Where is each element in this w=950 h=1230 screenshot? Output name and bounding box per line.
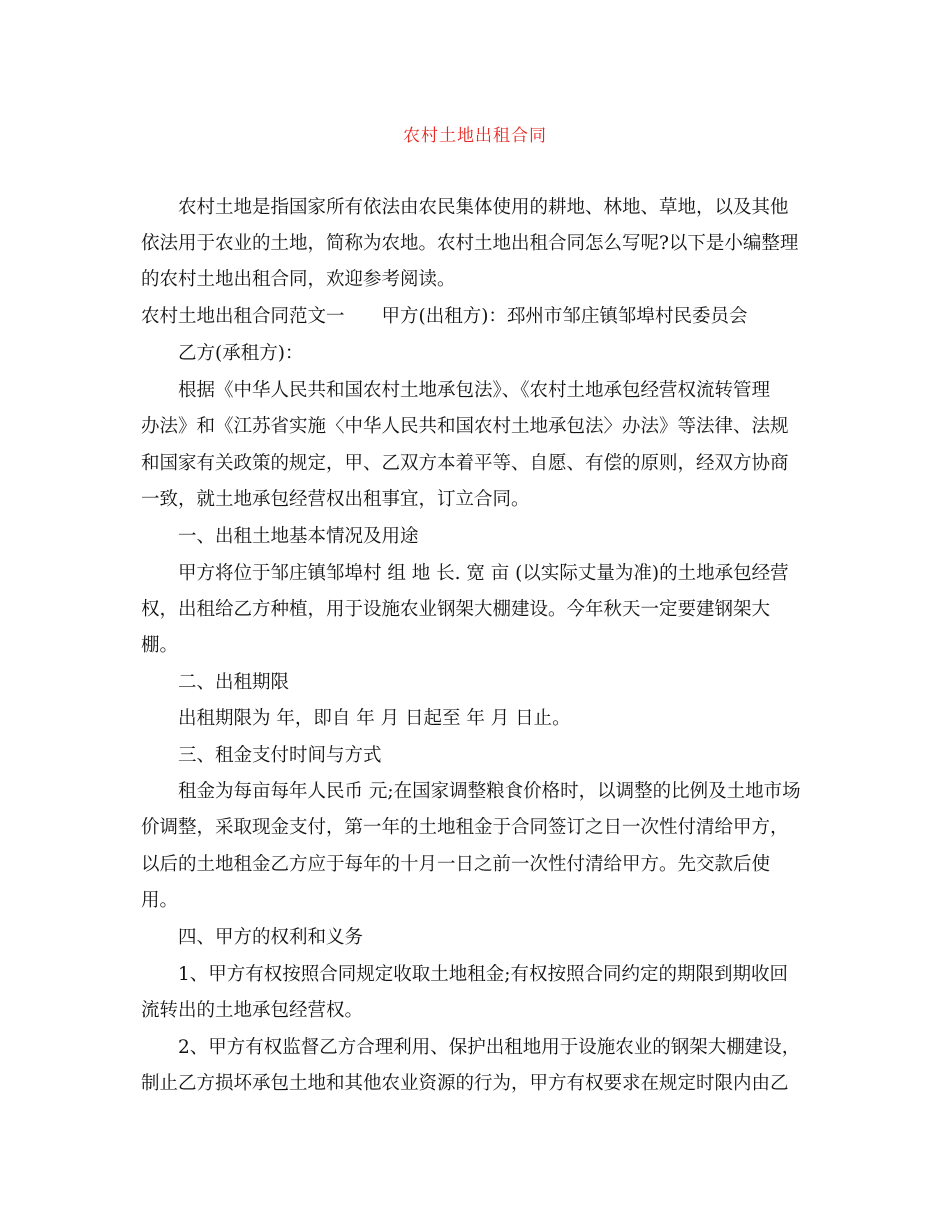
section-heading-line: 农村土地出租合同范文一 甲方(出租方)：邳州市邹庄镇邹埠村民委员会 — [141, 306, 748, 327]
body-line: 价调整，采取现金支付，第一年的土地租金于合同签订之日一次性付清给甲方， — [141, 817, 789, 838]
body-line: 根据《中华人民共和国农村土地承包法》、《农村土地承包经营权流转管理 — [178, 380, 771, 401]
section-heading: 三、租金支付时间与方式 — [178, 745, 382, 766]
body-line: 流转出的土地承包经营权。 — [141, 1000, 364, 1021]
document-title: 农村土地出租合同 — [403, 126, 547, 146]
body-line: 以后的土地租金乙方应于每年的十月一日之前一次性付清给甲方。先交款后使 — [141, 854, 771, 875]
body-line: 制止乙方损坏承包土地和其他农业资源的行为，甲方有权要求在规定时限内由乙 — [141, 1073, 789, 1094]
body-line: 和国家有关政策的规定，甲、乙双方本着平等、自愿、有偿的原则，经双方协商 — [141, 453, 789, 474]
body-line: 2、甲方有权监督乙方合理利用、保护出租地用于设施农业的钢架大棚建设， — [178, 1037, 801, 1058]
body-line: 一致，就土地承包经营权出租事宜，订立合同。 — [141, 489, 530, 510]
body-line: 出租期限为 年，即自 年 月 日起至 年 月 日止。 — [178, 708, 571, 729]
body-line: 权，出租给乙方种植，用于设施农业钢架大棚建设。今年秋天一定要建钢架大 — [141, 599, 771, 620]
body-line: 依法用于农业的土地，简称为农地。农村土地出租合同怎么写呢?以下是小编整理 — [141, 233, 799, 254]
section-heading: 四、甲方的权利和义务 — [178, 927, 364, 948]
body-line: 农村土地是指国家所有依法由农民集体使用的耕地、林地、草地，以及其他 — [178, 197, 789, 218]
body-line: 用。 — [141, 890, 179, 911]
body-line: 的农村土地出租合同，欢迎参考阅读。 — [141, 269, 456, 290]
section-heading: 二、出租期限 — [178, 672, 290, 693]
body-line: 棚。 — [141, 635, 179, 656]
body-line: 1、甲方有权按照合同规定收取土地租金;有权按照合同约定的期限到期收回 — [178, 964, 789, 985]
body-line: 甲方将位于邹庄镇邹埠村 组 地 长. 宽 亩 (以实际丈量为准)的土地承包经营 — [178, 563, 789, 584]
body-line: 办法》和《江苏省实施〈中华人民共和国农村土地承包法〉办法》等法律、法规 — [141, 416, 789, 437]
body-line: 乙方(承租方)： — [178, 343, 304, 364]
section-heading: 一、出租土地基本情况及用途 — [178, 526, 419, 547]
body-line: 租金为每亩每年人民币 元;在国家调整粮食价格时，以调整的比例及土地市场 — [178, 781, 801, 802]
